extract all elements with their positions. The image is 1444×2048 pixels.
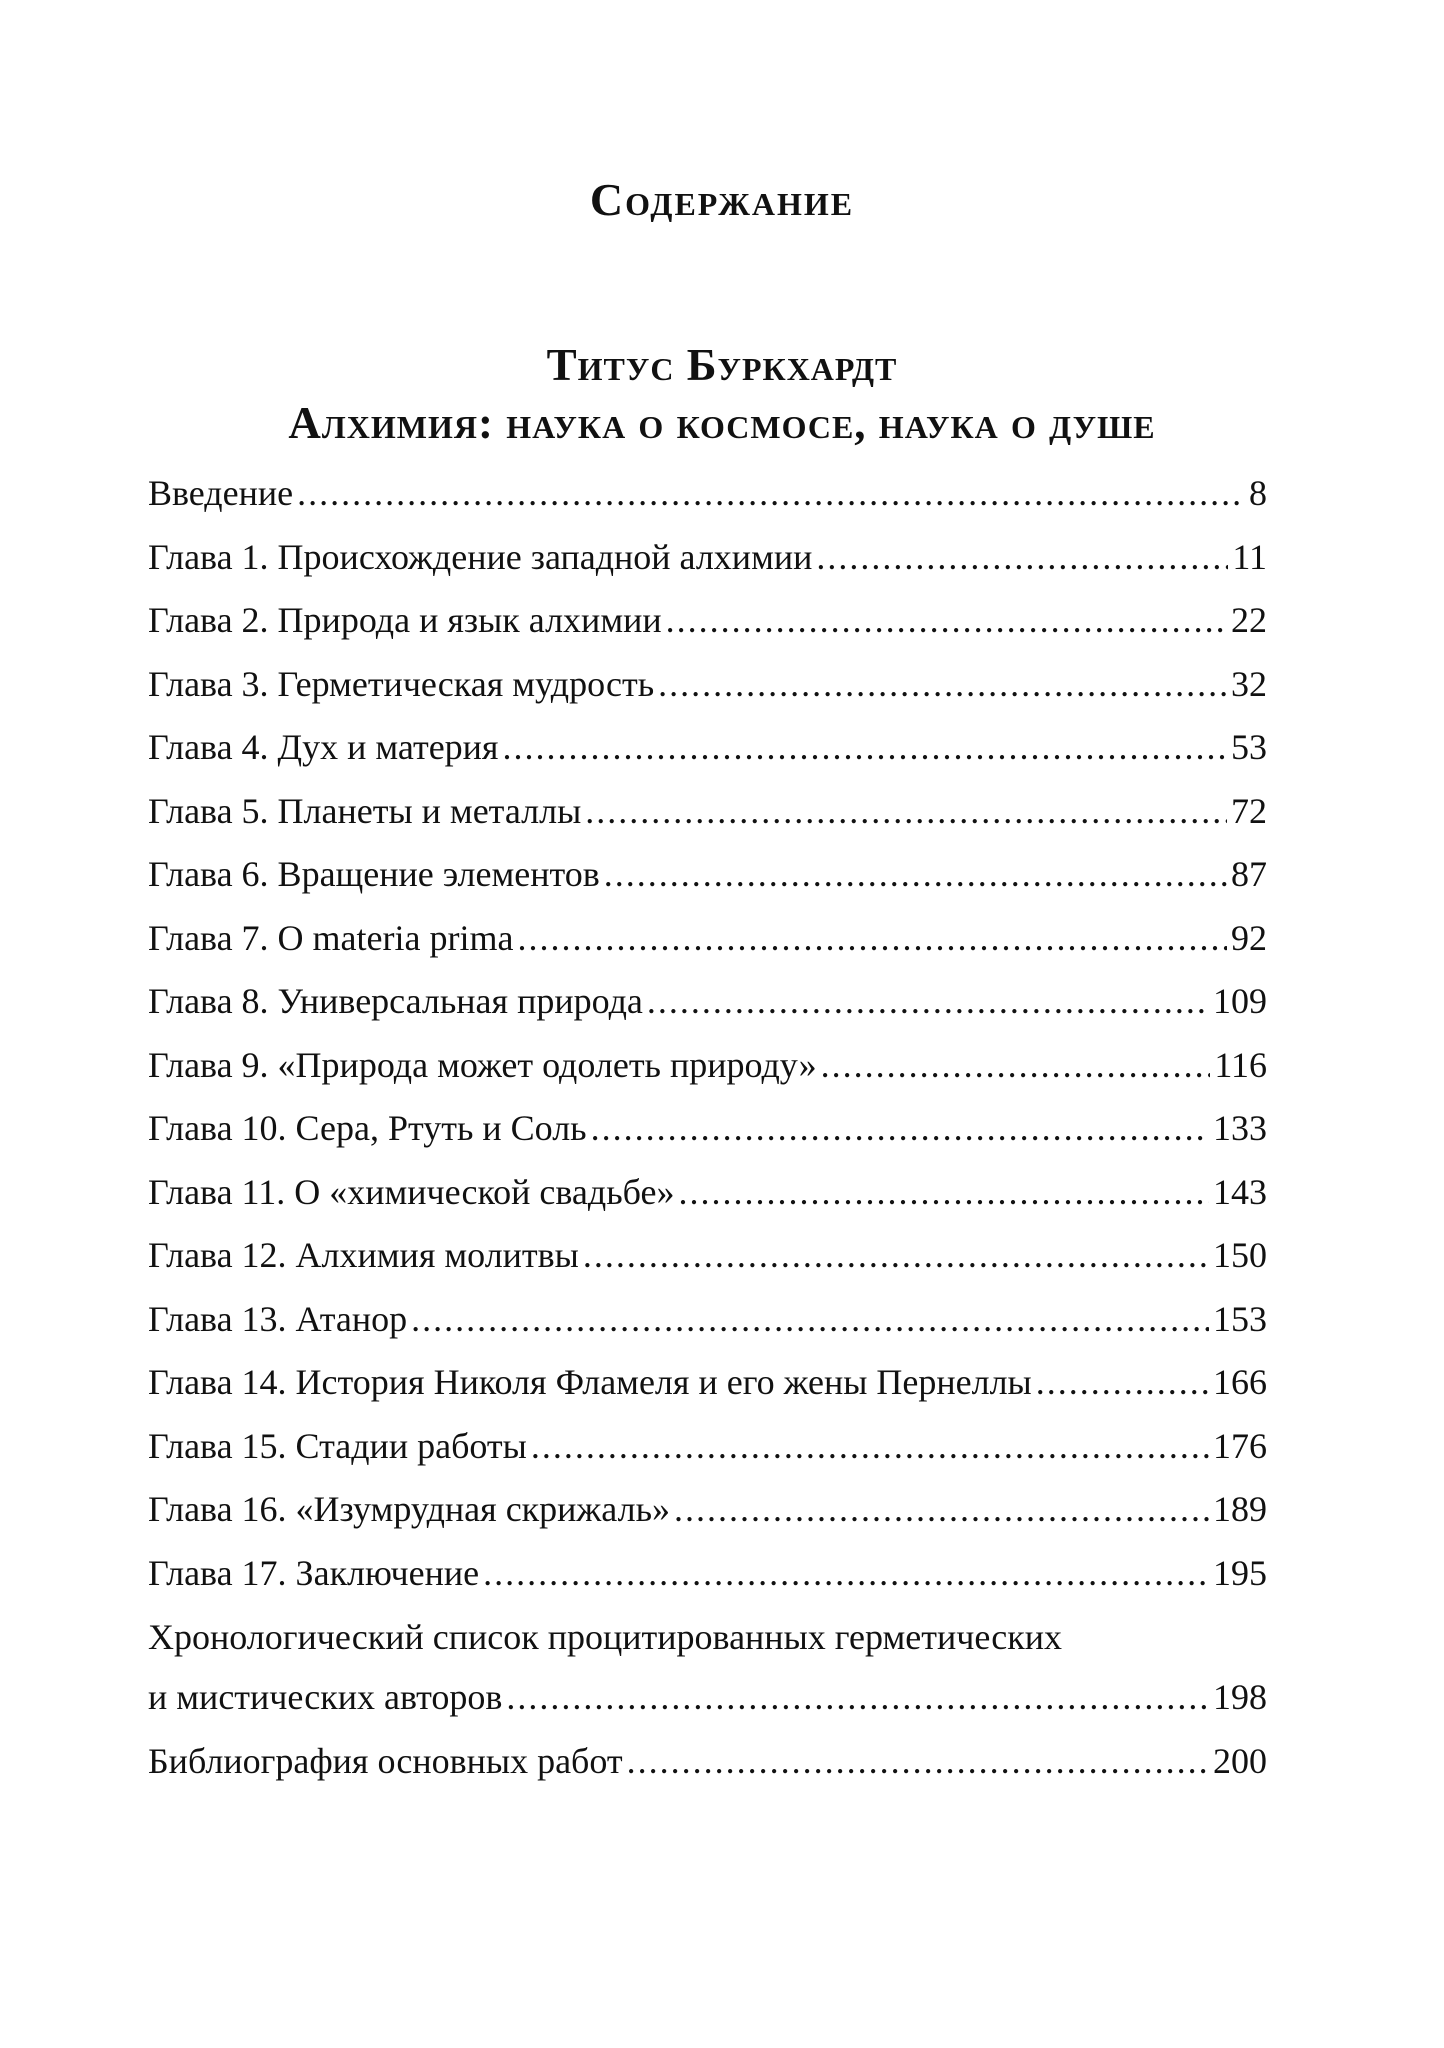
- toc-entry[interactable]: [148, 653, 1267, 717]
- toc-leader-dots: [674, 1478, 1209, 1542]
- toc-entry[interactable]: [148, 1224, 1267, 1288]
- toc-entry[interactable]: [148, 907, 1267, 971]
- toc-entry-label: Глава 1. Происхождение западной алхимии: [148, 536, 813, 577]
- toc-leader-dots: [585, 780, 1227, 844]
- toc-entry-label: Глава 10. Сера, Ртуть и Соль: [148, 1108, 587, 1148]
- toc-entry-page: 166: [1213, 1362, 1267, 1402]
- toc-entry-page: 198: [1213, 1677, 1267, 1717]
- toc-entry[interactable]: [148, 589, 1267, 653]
- toc-entry-page: 176: [1213, 1425, 1267, 1466]
- toc-entry-page: 53: [1231, 727, 1267, 767]
- toc-leader-dots: [816, 526, 1228, 590]
- toc-entry-label: Глава 6. Вращение элементов: [148, 854, 600, 894]
- table-of-contents: [148, 462, 1267, 1793]
- toc-entry[interactable]: [148, 526, 1267, 590]
- toc-entry-page: 153: [1213, 1298, 1267, 1339]
- toc-entry-label: Глава 4. Дух и материя: [148, 727, 499, 767]
- toc-entry-page: 87: [1231, 854, 1267, 894]
- toc-entry[interactable]: [148, 1542, 1267, 1606]
- toc-leader-dots: [583, 1224, 1209, 1288]
- toc-entry-label: Глава 12. Алхимия молитвы: [148, 1235, 579, 1275]
- toc-entry-label: Глава 5. Планеты и металлы: [148, 790, 582, 831]
- toc-entry[interactable]: [148, 716, 1267, 780]
- toc-leader-dots: [517, 907, 1227, 971]
- toc-entry[interactable]: [148, 970, 1267, 1034]
- toc-leader-dots: [483, 1542, 1209, 1606]
- toc-entry-page: 143: [1213, 1171, 1267, 1212]
- toc-entry[interactable]: [148, 1415, 1267, 1479]
- toc-entry-page: 8: [1249, 473, 1267, 513]
- toc-entry[interactable]: [148, 462, 1267, 526]
- toc-leader-dots: [506, 1666, 1209, 1730]
- book-author: Титус Буркхардт: [546, 340, 898, 390]
- toc-entry-page: 92: [1231, 917, 1267, 958]
- toc-leader-dots: [411, 1288, 1209, 1352]
- toc-entry-label: Глава 17. Заключение: [148, 1552, 480, 1593]
- toc-entry[interactable]: [148, 1097, 1267, 1161]
- toc-entry-page: 200: [1213, 1740, 1267, 1781]
- toc-entry-label: Глава 11. О «химической свадьбе»: [148, 1171, 675, 1212]
- toc-leader-dots: [627, 1730, 1209, 1794]
- toc-entry-label: Глава 14. История Николя Фламеля и его жены Пернеллы: [148, 1362, 1032, 1402]
- toc-entry-page: 189: [1213, 1489, 1267, 1529]
- toc-entry-label: Глава 2. Природа и язык алхимии: [148, 600, 662, 640]
- toc-entry-label: Глава 16. «Изумрудная скрижаль»: [148, 1489, 670, 1529]
- toc-entry[interactable]: [148, 1034, 1267, 1098]
- toc-entry[interactable]: [148, 1351, 1267, 1415]
- toc-entry-multiline[interactable]: [148, 1605, 1267, 1730]
- toc-entry-page: 150: [1213, 1235, 1267, 1275]
- toc-entry-label: Глава 9. «Природа может одолеть природу»: [148, 1044, 817, 1085]
- toc-entry-label-line2: и мистических авторов: [148, 1677, 503, 1717]
- toc-entry-second-line: [148, 1666, 1267, 1730]
- toc-entry[interactable]: [148, 843, 1267, 907]
- toc-entry-label: Глава 7. О materia prima: [148, 917, 514, 958]
- toc-entry-label: Глава 3. Герметическая мудрость: [148, 663, 655, 704]
- toc-leader-dots: [297, 462, 1245, 526]
- toc-leader-dots: [1036, 1351, 1209, 1415]
- page-title: Содержание: [589, 174, 855, 225]
- toc-entry-page: 22: [1231, 600, 1267, 640]
- toc-leader-dots: [591, 1097, 1209, 1161]
- toc-entry-page: 195: [1213, 1552, 1267, 1593]
- toc-entry-label: Глава 15. Стадии работы: [148, 1425, 527, 1466]
- toc-leader-dots: [503, 716, 1228, 780]
- toc-entry[interactable]: [148, 1478, 1267, 1542]
- toc-leader-dots: [666, 589, 1227, 653]
- toc-entry[interactable]: [148, 1288, 1267, 1352]
- toc-entry[interactable]: [148, 780, 1267, 844]
- toc-entry-page: 72: [1231, 790, 1267, 831]
- toc-leader-dots: [647, 970, 1209, 1034]
- toc-entry-page: 32: [1231, 663, 1267, 704]
- toc-entry-label: Введение: [148, 473, 294, 513]
- toc-entry-page: 133: [1213, 1108, 1267, 1148]
- toc-leader-dots: [531, 1415, 1209, 1479]
- book-title: Алхимия: наука о космосе, наука о душе: [288, 398, 1156, 448]
- toc-entry-label: Библиография основных работ: [148, 1740, 623, 1781]
- toc-entry-page: 116: [1214, 1044, 1267, 1085]
- book-heading: [0, 336, 1444, 452]
- toc-entry-page: 109: [1213, 981, 1267, 1021]
- toc-entry-page: 11: [1232, 536, 1267, 577]
- toc-entry-label: Глава 13. Атанор: [148, 1298, 408, 1339]
- toc-entry[interactable]: [148, 1161, 1267, 1225]
- toc-leader-dots: [678, 1161, 1209, 1225]
- toc-entry[interactable]: [148, 1730, 1267, 1794]
- toc-entry-label: Глава 8. Универсальная природа: [148, 981, 643, 1021]
- toc-leader-dots: [604, 843, 1227, 907]
- toc-entry-label-line1: Хронологический список процитированных герметических: [148, 1617, 1062, 1657]
- toc-leader-dots: [658, 653, 1227, 717]
- toc-leader-dots: [821, 1034, 1211, 1098]
